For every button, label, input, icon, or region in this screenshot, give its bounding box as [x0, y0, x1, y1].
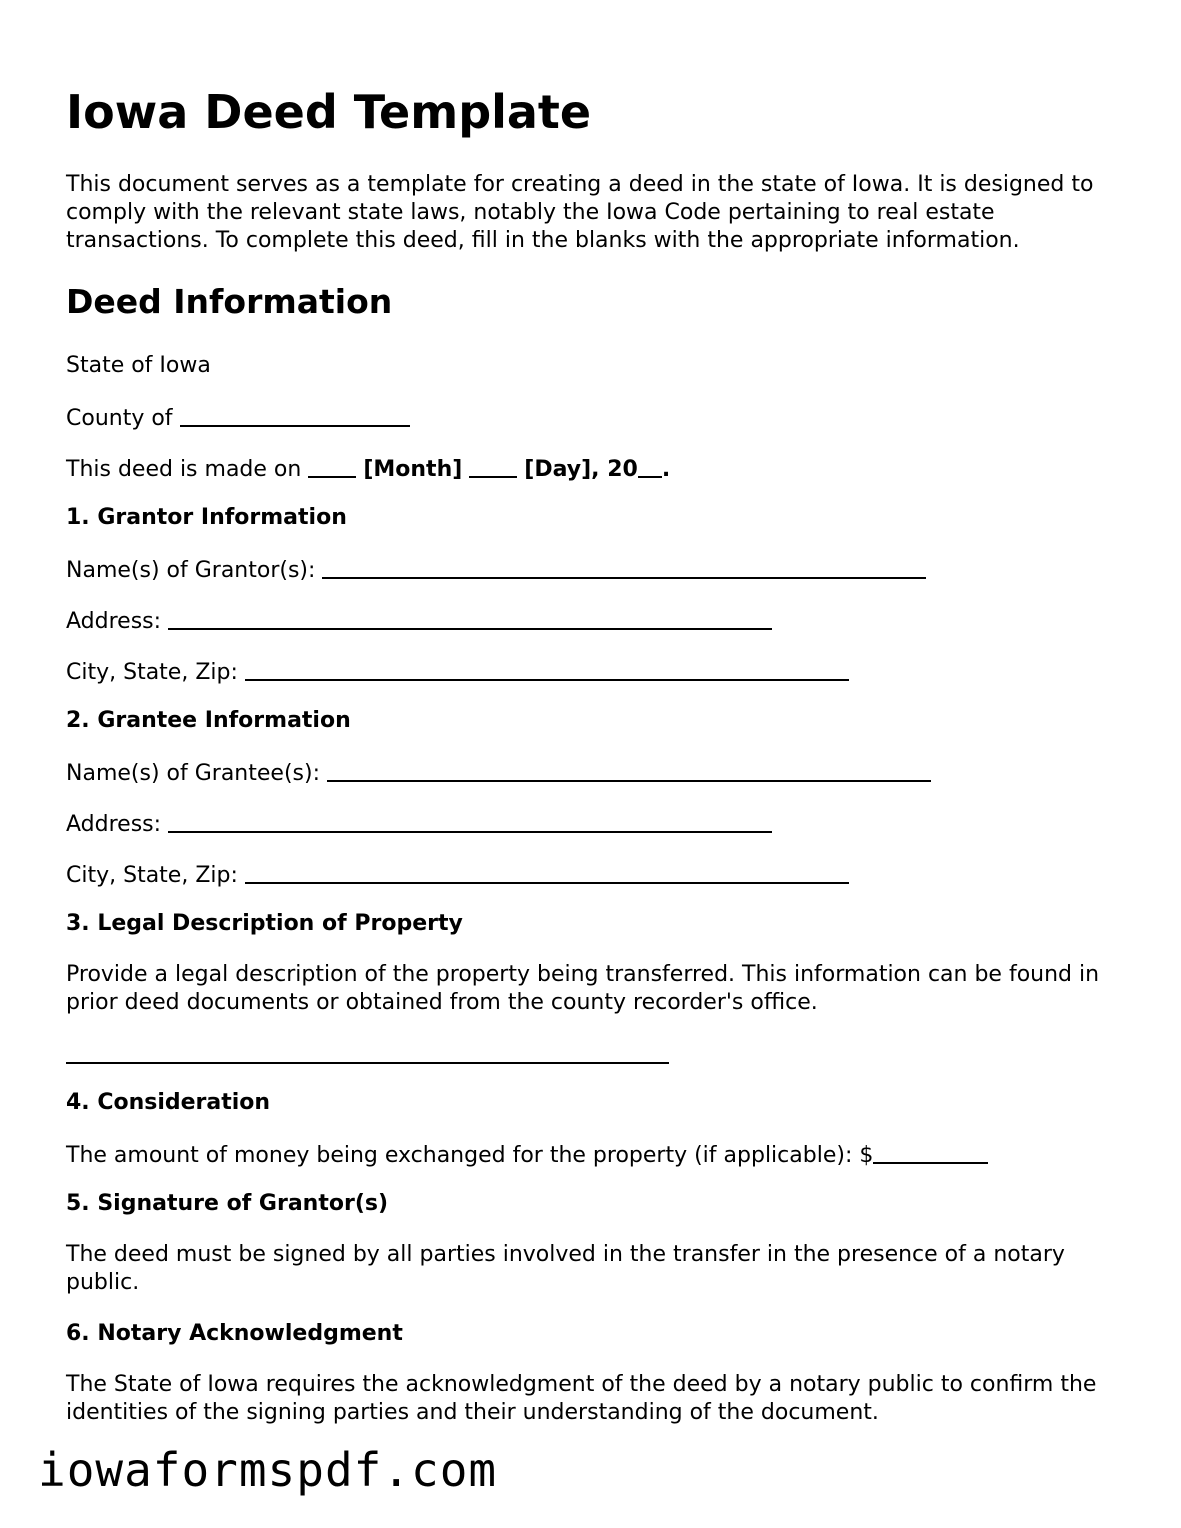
grantee-city-label: City, State, Zip: — [66, 863, 238, 888]
consideration-heading: 4. Consideration — [66, 1090, 271, 1115]
grantor-names-blank[interactable] — [322, 557, 926, 579]
state-line: State of Iowa — [66, 353, 211, 378]
notary-heading: 6. Notary Acknowledgment — [66, 1321, 403, 1346]
grantor-names-label: Name(s) of Grantor(s): — [66, 558, 316, 583]
county-line — [66, 403, 410, 433]
legal-description-line — [66, 1040, 669, 1070]
legal-text: Provide a legal description of the property being transferred. This information can be found in prior deed documents or obtained from the county recorder's office. — [66, 962, 1100, 1015]
month-blank[interactable] — [308, 456, 356, 478]
county-blank[interactable] — [180, 405, 410, 427]
page-title: Iowa Deed Template — [66, 85, 592, 139]
day-blank[interactable] — [469, 456, 517, 478]
county-label: County of — [66, 406, 173, 431]
section-title: Deed Information — [66, 282, 393, 321]
day-placeholder: [Day], 20 — [524, 457, 638, 482]
year-blank[interactable] — [638, 456, 662, 478]
grantor-address-label: Address: — [66, 609, 162, 634]
grantor-heading: 1. Grantor Information — [66, 505, 347, 530]
consideration-amount-blank[interactable] — [873, 1142, 988, 1164]
grantee-names-label: Name(s) of Grantee(s): — [66, 761, 320, 786]
grantor-city-label: City, State, Zip: — [66, 660, 238, 685]
site-watermark: iowaformspdf.com — [38, 1443, 498, 1497]
consideration-line — [66, 1140, 988, 1170]
date-end: . — [661, 457, 671, 482]
grantee-address-blank[interactable] — [168, 811, 772, 833]
month-placeholder: [Month] — [363, 457, 463, 482]
grantor-names-line — [66, 555, 926, 585]
signature-text: The deed must be signed by all parties involved in the transfer in the presence of a notary public. — [66, 1242, 1065, 1295]
grantor-city-blank[interactable] — [245, 659, 849, 681]
grantor-address-line — [66, 606, 772, 636]
grantee-address-label: Address: — [66, 812, 162, 837]
grantee-heading: 2. Grantee Information — [66, 708, 351, 733]
consideration-text: The amount of money being exchanged for the property (if applicable): $ — [66, 1143, 874, 1168]
legal-heading: 3. Legal Description of Property — [66, 911, 463, 936]
grantee-names-blank[interactable] — [327, 760, 931, 782]
grantee-city-line — [66, 860, 849, 890]
grantor-city-line — [66, 657, 849, 687]
grantee-city-blank[interactable] — [245, 862, 849, 884]
date-prefix: This deed is made on — [66, 457, 302, 482]
date-line — [66, 454, 670, 484]
signature-heading: 5. Signature of Grantor(s) — [66, 1191, 389, 1216]
grantee-names-line — [66, 758, 931, 788]
grantee-address-line — [66, 809, 772, 839]
legal-description-blank[interactable] — [66, 1042, 669, 1064]
notary-text: The State of Iowa requires the acknowledgment of the deed by a notary public to confirm the identities of the signing parties and their understanding of the document. — [66, 1372, 1097, 1425]
intro-paragraph: This document serves as a template for creating a deed in the state of Iowa. It is designed to comply with the relevant state laws, notably the Iowa Code pertaining to real estate transactions. To complete this deed, fill in the blanks with the appropriate information. — [66, 172, 1094, 253]
grantor-address-blank[interactable] — [168, 608, 772, 630]
